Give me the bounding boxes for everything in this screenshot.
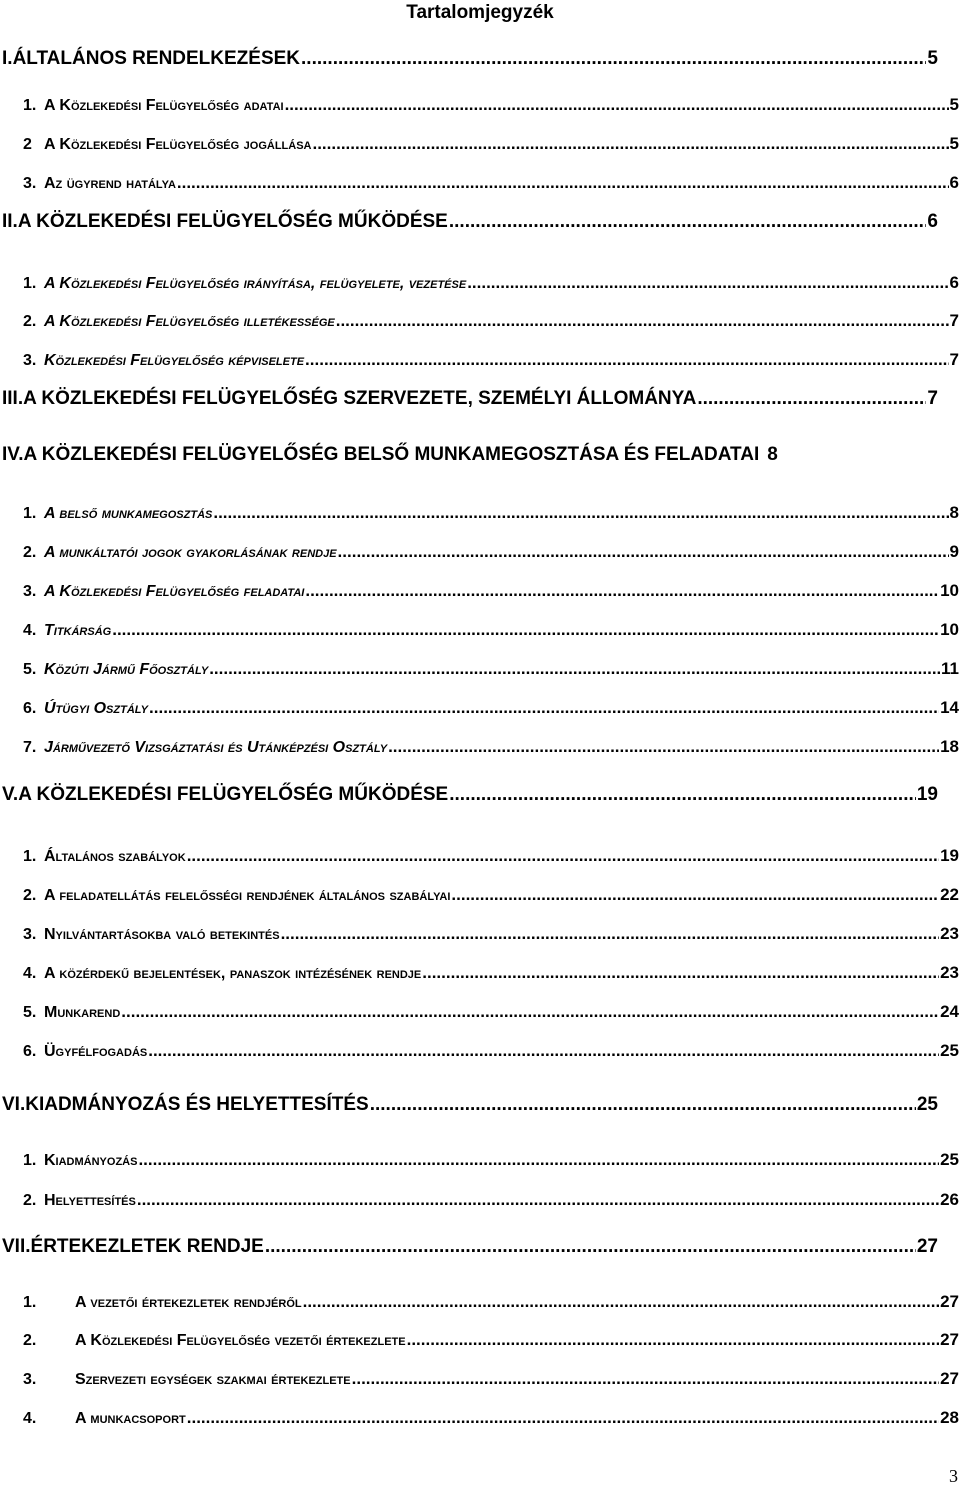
toc-entry[interactable]	[0, 532, 959, 562]
toc-entry-number: 2	[23, 136, 32, 153]
toc-entry[interactable]	[0, 727, 959, 757]
toc-entry-title: Útügyi Osztály	[44, 700, 149, 717]
toc-entry-number: VII.	[2, 1236, 31, 1257]
toc-entry-page: 27	[916, 1236, 938, 1257]
toc-entry-number: 3.	[23, 352, 37, 369]
toc-leader-dots	[312, 134, 948, 154]
toc-entry-title: Kiadmányozás	[44, 1152, 138, 1169]
toc-leader-dots	[177, 173, 949, 193]
toc-entry-page: 27	[940, 1369, 959, 1388]
toc-entry-number: 4.	[23, 1410, 37, 1427]
toc-entry-page: 24	[940, 1002, 959, 1021]
toc-entry-page: 6	[927, 211, 938, 232]
toc-entry-title: A KÖZLEKEDÉSI FELÜGYELŐSÉG SZERVEZETE, SZEMÉLYI ÁLLOMÁNYA	[23, 388, 697, 409]
toc-entry-page: 7	[927, 388, 938, 409]
toc-entry-page: 22	[940, 885, 959, 904]
toc-entry-number: 1.	[23, 275, 37, 292]
toc-entry-title: A Közlekedési Felügyelőség illetékessége	[44, 313, 335, 330]
toc-leader-dots	[338, 542, 949, 562]
toc-entry-number: IV.	[2, 444, 24, 465]
toc-entry-title: Általános szabályok	[44, 848, 186, 865]
toc-entry-number: II.	[2, 211, 18, 232]
toc-leader-dots	[449, 211, 927, 233]
toc-entry-number: 3.	[23, 1371, 37, 1388]
toc-entry-title: A KÖZLEKEDÉSI FELÜGYELŐSÉG BELSŐ MUNKAMEGOSZTÁSA ÉS FELADATAI	[23, 444, 760, 465]
toc-entry-number: 1.	[23, 1294, 37, 1311]
toc-entry-title: A Közlekedési Felügyelőség jogállása	[44, 136, 312, 153]
toc-entry-title: Titkárság	[44, 622, 112, 639]
toc-entry[interactable]	[0, 688, 959, 718]
toc-entry-title: ÉRTEKEZLETEK RENDJE	[30, 1236, 264, 1257]
toc-entry-number: 1.	[23, 97, 37, 114]
toc-entry-title: A KÖZLEKEDÉSI FELÜGYELŐSÉG MŰKÖDÉSE	[18, 784, 449, 805]
toc-entry-number: III.	[2, 388, 24, 409]
toc-entry[interactable]	[0, 914, 959, 944]
toc-entry-number: 6.	[23, 700, 37, 717]
toc-entry[interactable]	[0, 40, 938, 70]
toc-leader-dots	[305, 581, 939, 601]
toc-entry-page: 25	[916, 1094, 938, 1115]
toc-entry-number: 4.	[23, 965, 37, 982]
toc-leader-dots	[112, 620, 939, 640]
toc-entry-title: A munkáltatói jogok gyakorlásának rendje	[44, 544, 337, 561]
toc-leader-dots	[451, 885, 939, 905]
toc-entry-title: Járművezető Vizsgáztatási és Utánképzési Osztály	[44, 739, 388, 756]
toc-entry-title: A közérdekű bejelentések, panaszok intézésének rendje	[44, 965, 422, 982]
toc-entry[interactable]	[0, 1086, 938, 1116]
toc-entry-title: Munkarend	[44, 1004, 121, 1021]
toc-entry[interactable]	[0, 836, 959, 866]
toc-entry-number: 7.	[23, 739, 37, 756]
toc-entry[interactable]	[0, 1282, 959, 1312]
toc-entry[interactable]	[0, 203, 938, 233]
toc-entry[interactable]	[0, 1180, 959, 1210]
toc-entry-page: 8	[767, 444, 778, 465]
toc-leader-dots	[149, 698, 939, 718]
toc-entry-page: 14	[940, 698, 959, 717]
toc-entry[interactable]	[0, 301, 959, 331]
toc-entry-page: 7	[949, 350, 959, 369]
toc-entry-number: VI.	[2, 1094, 26, 1115]
toc-entry-number: 2.	[23, 1192, 37, 1209]
toc-leader-dots	[352, 1369, 939, 1389]
toc-entry-page: 19	[940, 846, 959, 865]
toc-entry[interactable]	[0, 85, 959, 115]
toc-entry-page: 19	[916, 784, 938, 805]
toc-entry-title: A Közlekedési Felügyelőség vezetői értekezlete	[75, 1332, 406, 1349]
toc-entry-number: 2.	[23, 1332, 37, 1349]
toc-leader-dots	[449, 784, 916, 806]
toc-leader-dots	[301, 48, 926, 70]
toc-entry-page: 7	[949, 311, 959, 330]
toc-entry-page: 10	[940, 620, 959, 639]
toc-entry[interactable]	[0, 953, 959, 983]
toc-entry-title: Az ügyrend hatálya	[44, 175, 176, 192]
toc-entry-page: 8	[949, 503, 959, 522]
toc-entry-title: Közlekedési Felügyelőség képviselete	[44, 352, 305, 369]
toc-entry[interactable]	[0, 776, 938, 806]
toc-leader-dots	[281, 924, 940, 944]
toc-entry-page: 23	[940, 924, 959, 943]
toc-entry-title: A Közlekedési Felügyelőség irányítása, felügyelete, vezetése	[44, 275, 467, 292]
toc-entry-title: A Közlekedési Felügyelőség feladatai	[44, 583, 305, 600]
toc-leader-dots	[213, 503, 948, 523]
toc-entry[interactable]	[0, 1140, 959, 1170]
toc-entry-title: A munkacsoport	[75, 1410, 186, 1427]
toc-entry-number: 3.	[23, 583, 37, 600]
toc-entry-number: 3.	[23, 175, 37, 192]
toc-entry[interactable]	[0, 571, 959, 601]
toc-entry-page: 5	[927, 48, 938, 69]
toc-entry-number: V.	[2, 784, 19, 805]
toc-leader-dots	[285, 95, 949, 115]
toc-entry[interactable]	[0, 493, 959, 523]
toc-entry-title: A KÖZLEKEDÉSI FELÜGYELŐSÉG MŰKÖDÉSE	[17, 211, 448, 232]
toc-entry-page: 6	[949, 273, 959, 292]
toc-entry-title: A Közlekedési Felügyelőség adatai	[44, 97, 284, 114]
toc-entry-page: 11	[941, 659, 959, 678]
toc-entry[interactable]	[0, 1228, 938, 1258]
toc-entry-page: 5	[949, 95, 959, 114]
toc-entry-title: ÁLTALÁNOS RENDELKEZÉSEK	[12, 48, 301, 69]
toc-leader-dots	[209, 659, 940, 679]
toc-entry-number: 2.	[23, 313, 37, 330]
toc-entry-title: A belső munkamegosztás	[44, 505, 213, 522]
toc-leader-dots	[187, 1408, 939, 1428]
toc-entry-number: 1.	[23, 1152, 37, 1169]
toc-entry-title: Szervezeti egységek szakmai értekezlete	[75, 1371, 351, 1388]
toc-entry[interactable]	[0, 610, 959, 640]
toc-leader-dots	[467, 273, 948, 293]
toc-entry-title: Közúti Jármű Főosztály	[44, 661, 209, 678]
toc-entry-title: A feladatellátás felelősségi rendjének általános szabályai	[44, 887, 451, 904]
toc-entry[interactable]	[0, 649, 959, 679]
toc-entry-number: 2.	[23, 544, 37, 561]
toc-leader-dots	[370, 1094, 916, 1116]
toc-leader-dots	[388, 737, 939, 757]
toc-entry-number: 2.	[23, 887, 37, 904]
toc-entry[interactable]	[0, 124, 959, 154]
toc-entry-page: 26	[940, 1190, 959, 1209]
toc-entry-page: 9	[949, 542, 959, 561]
toc-leader-dots	[336, 311, 949, 331]
toc-entry-title: A vezetői értekezletek rendjéről	[75, 1294, 302, 1311]
toc-title: Tartalomjegyzék	[406, 2, 554, 23]
toc-entry-number: 1.	[23, 848, 37, 865]
toc-entry-number: 6.	[23, 1043, 37, 1060]
toc-entry[interactable]	[0, 380, 938, 410]
toc-entry-page: 28	[940, 1408, 959, 1427]
toc-leader-dots	[265, 1236, 916, 1258]
toc-leader-dots	[137, 1190, 939, 1210]
toc-entry[interactable]	[0, 875, 959, 905]
toc-entry-number: 5.	[23, 1004, 37, 1021]
toc-leader-dots	[407, 1330, 939, 1350]
toc-leader-dots	[121, 1002, 939, 1022]
toc-leader-dots	[138, 1150, 939, 1170]
toc-entry-title: Nyilvántartásokba való betekintés	[44, 926, 280, 943]
toc-entry[interactable]	[0, 1398, 959, 1428]
toc-entry-page: 23	[940, 963, 959, 982]
toc-entry-page: 18	[940, 737, 959, 756]
toc-entry[interactable]	[0, 163, 959, 193]
toc-entry-page: 27	[940, 1330, 959, 1349]
page-number: 3	[949, 1466, 958, 1486]
toc-entry-page: 10	[940, 581, 959, 600]
toc-entry-page: 5	[949, 134, 959, 153]
toc-entry[interactable]	[0, 340, 959, 370]
toc-entry-number: I.	[2, 48, 13, 69]
toc-entry-page: 6	[949, 173, 959, 192]
toc-leader-dots	[305, 350, 948, 370]
toc-entry-title: Helyettesítés	[44, 1192, 136, 1209]
toc-entry-number: 4.	[23, 622, 37, 639]
toc-leader-dots	[187, 846, 939, 866]
toc-entry[interactable]	[0, 1031, 959, 1061]
toc-leader-dots	[697, 388, 926, 410]
toc-entry[interactable]	[0, 1359, 959, 1389]
toc-leader-dots	[303, 1292, 939, 1312]
toc-entry-number: 5.	[23, 661, 37, 678]
toc-entry-title: KIADMÁNYOZÁS ÉS HELYETTESÍTÉS	[25, 1094, 369, 1115]
toc-leader-dots	[422, 963, 939, 983]
toc-entry-number: 3.	[23, 926, 37, 943]
toc-entry-title: Ügyfélfogadás	[44, 1043, 148, 1060]
toc-leader-dots	[148, 1041, 939, 1061]
toc-entry[interactable]	[0, 263, 959, 293]
toc-entry[interactable]	[0, 436, 938, 466]
toc-entry-page: 25	[940, 1150, 959, 1169]
toc-entry-page: 27	[940, 1292, 959, 1311]
toc-entry-page: 25	[940, 1041, 959, 1060]
toc-entry[interactable]	[0, 992, 959, 1022]
toc-entry[interactable]	[0, 1320, 959, 1350]
toc-entry-number: 1.	[23, 505, 37, 522]
